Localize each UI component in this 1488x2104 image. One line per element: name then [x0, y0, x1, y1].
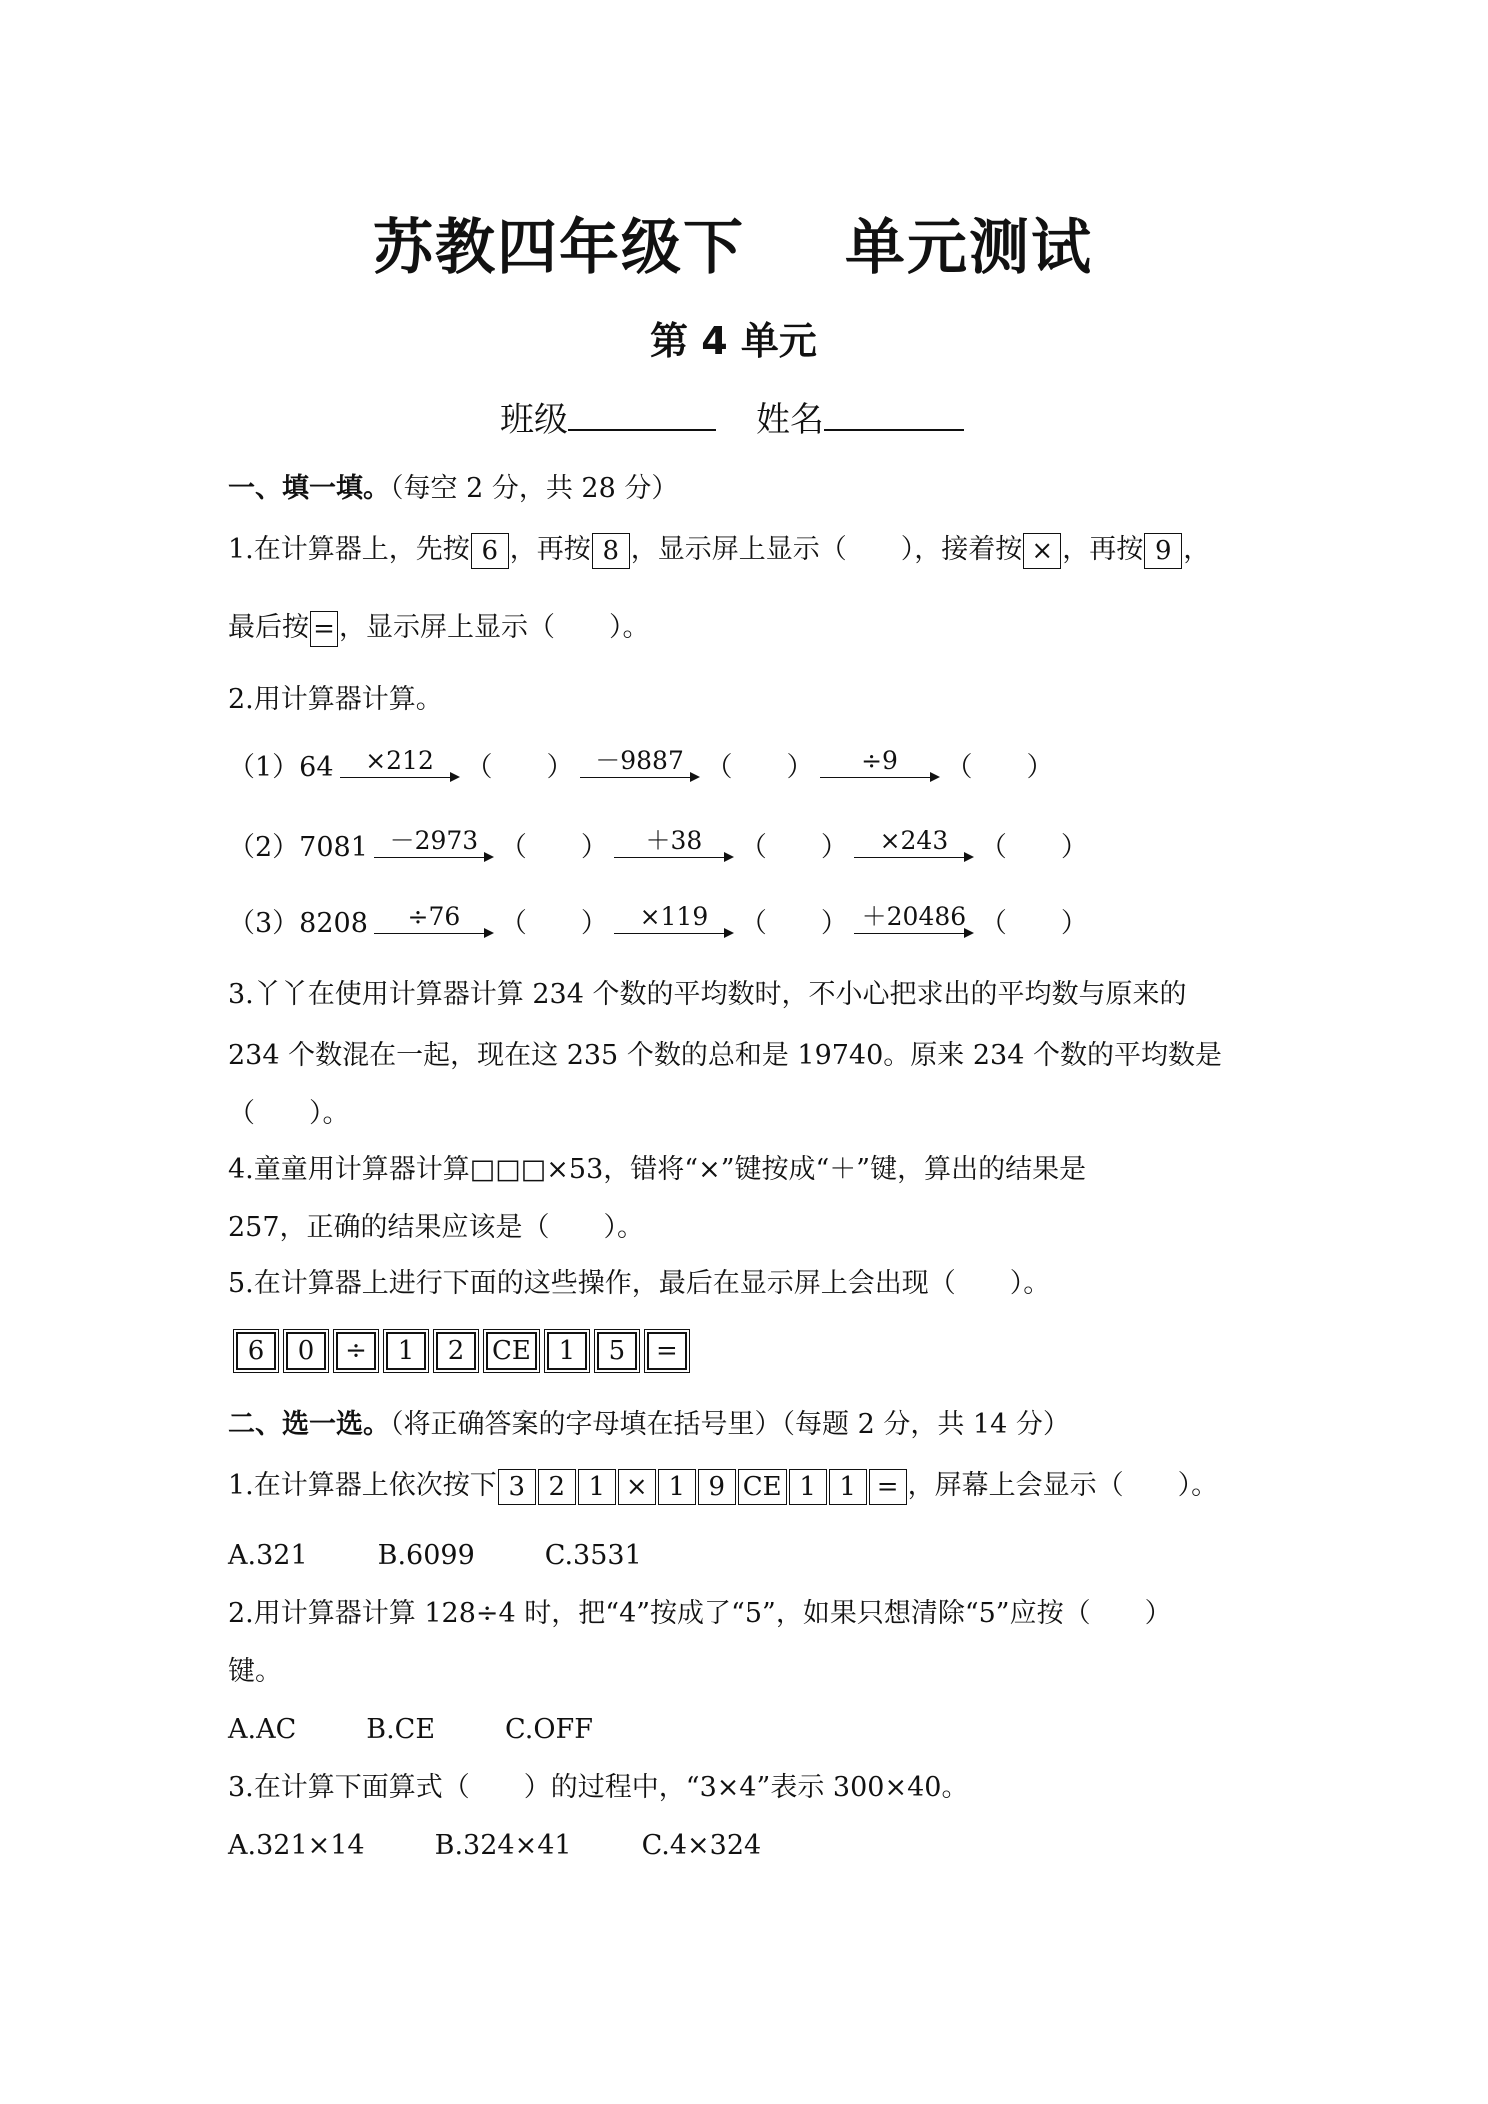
answer-blank[interactable]: （ ） [499, 908, 608, 939]
s1-q3-line1: 3.丫丫在使用计算器计算 234 个数的平均数时，不小心把求出的平均数与原来的 [228, 979, 1187, 1010]
choice-option[interactable]: B.6099 [377, 1540, 475, 1571]
calc-key: = [869, 1469, 907, 1505]
arrow-line [374, 857, 488, 858]
calc-key: 2 [538, 1469, 576, 1505]
s2-q2-options [228, 1710, 663, 1750]
s2-q2-line1: 2.用计算器计算 128÷4 时，把“4”按成了“5”，如果只想清除“5”应按（ ） [228, 1598, 1172, 1629]
arrow-head-icon [724, 852, 734, 862]
section2-heading [228, 1402, 1070, 1441]
choice-option[interactable]: B.324×41 [434, 1830, 572, 1861]
s1-q1-text-a: 1.在计算器上，先按 [228, 534, 470, 565]
choice-option[interactable]: C.3531 [544, 1540, 642, 1571]
s2-q1-suffix: ，屏幕上会显示（ ）。 [907, 1470, 1219, 1501]
calc-chain-row [228, 745, 1054, 789]
calc-key: 2 [436, 1332, 476, 1370]
choice-option[interactable]: C.4×324 [641, 1830, 762, 1861]
s2-q1-line [228, 1466, 1218, 1506]
page-title [373, 200, 1093, 286]
operation-arrow [340, 745, 460, 789]
section1-points: （每空 2 分，共 28 分） [390, 473, 679, 504]
operation-arrow [374, 901, 494, 945]
calc-key-equals: = [310, 611, 338, 647]
section1-title: 一、填一填。 [228, 473, 390, 504]
operation-label: －9887 [595, 745, 684, 775]
choice-option[interactable]: B.CE [366, 1714, 436, 1745]
s1-q1-text-b: ，再按 [509, 534, 591, 565]
choice-option[interactable]: A.321×14 [228, 1830, 365, 1861]
calc-key-9: 9 [1144, 533, 1182, 569]
calc-key: 1 [658, 1469, 696, 1505]
operation-arrow [374, 825, 494, 869]
calc-key-6: 6 [471, 533, 509, 569]
arrow-head-icon [484, 928, 494, 938]
chain-start: （1）64 [228, 752, 334, 783]
answer-blank[interactable]: （ ） [705, 752, 814, 783]
s1-q3-line2: 234 个数混在一起，现在这 235 个数的总和是 19740。原来 234 个数的平均数是 [228, 1040, 1222, 1071]
s1-q1-text-f: 最后按 [228, 612, 309, 643]
calc-key-8: 8 [592, 533, 630, 569]
s1-q1-line2 [228, 608, 650, 648]
section1-heading [228, 466, 678, 505]
operation-arrow [580, 745, 700, 789]
arrow-line [340, 777, 454, 778]
calc-key: × [618, 1469, 656, 1505]
choice-option[interactable]: A.AC [228, 1714, 297, 1745]
arrow-head-icon [450, 772, 460, 782]
s2-q1-prefix: 1.在计算器上依次按下 [228, 1470, 497, 1501]
calc-key: 1 [789, 1469, 827, 1505]
arrow-line [854, 933, 968, 934]
answer-blank[interactable]: （ ） [499, 832, 608, 863]
title-left: 苏教四年级下 [373, 213, 745, 283]
operation-arrow [854, 825, 974, 869]
operation-label: ×243 [879, 825, 949, 855]
operation-arrow [614, 825, 734, 869]
s1-q4-line2: 257，正确的结果应该是（ ）。 [228, 1212, 645, 1243]
unit-subtitle: 第 4 单元 [650, 319, 817, 363]
name-blank[interactable] [824, 395, 964, 431]
name-label: 姓名 [756, 400, 824, 440]
operation-arrow [854, 901, 974, 945]
answer-blank[interactable]: （ ） [465, 752, 574, 783]
s2-q3-text: 3.在计算下面算式（ ）的过程中，“3×4”表示 300×40。 [228, 1772, 969, 1803]
calc-chain-row [228, 901, 1088, 945]
s2-q1-keys [497, 1470, 908, 1501]
arrow-line [614, 857, 728, 858]
s1-q3-line3: （ ）。 [228, 1098, 350, 1129]
answer-blank[interactable]: （ ） [979, 908, 1088, 939]
s1-q1-text-d: ，再按 [1062, 534, 1144, 565]
arrow-head-icon [724, 928, 734, 938]
calc-key: ÷ [336, 1332, 376, 1370]
calc-key: 9 [698, 1469, 736, 1505]
arrow-line [820, 777, 934, 778]
answer-blank[interactable]: （ ） [739, 908, 848, 939]
arrow-line [854, 857, 968, 858]
operation-label: ÷9 [861, 745, 898, 775]
s1-q1-text-c: ，显示屏上显示（ ），接着按 [630, 534, 1023, 565]
operation-label: ×119 [639, 901, 709, 931]
operation-label: ÷76 [407, 901, 461, 931]
operation-label: －2973 [389, 825, 479, 855]
s1-q4-line1: 4.童童用计算器计算□□□×53，错将“×”键按成“＋”键，算出的结果是 [228, 1154, 1087, 1185]
s2-q3-options [228, 1826, 831, 1866]
choice-option[interactable]: A.321 [228, 1540, 308, 1571]
operation-arrow [614, 901, 734, 945]
s1-q2-intro: 2.用计算器计算。 [228, 684, 443, 715]
calc-key: 0 [286, 1332, 326, 1370]
calc-key: 1 [547, 1332, 587, 1370]
class-name-line [500, 392, 964, 441]
arrow-head-icon [964, 852, 974, 862]
calc-key: CE [486, 1332, 537, 1370]
answer-blank[interactable]: （ ） [979, 832, 1088, 863]
calc-key: 5 [597, 1332, 637, 1370]
choice-option[interactable]: C.OFF [505, 1714, 593, 1745]
class-label: 班级 [500, 400, 568, 440]
operation-label: ＋20486 [861, 901, 967, 931]
s1-q1-line1 [228, 530, 1210, 570]
arrow-line [374, 933, 488, 934]
calc-key-multiply: × [1023, 533, 1061, 569]
title-right: 单元测试 [845, 213, 1093, 283]
calc-key: CE [738, 1469, 787, 1505]
calc-key: 3 [498, 1469, 536, 1505]
chain-start: （3）8208 [228, 908, 368, 939]
arrow-head-icon [690, 772, 700, 782]
answer-blank[interactable]: （ ） [945, 752, 1054, 783]
s1-q1-text-g: ，显示屏上显示（ ）。 [339, 612, 650, 643]
calc-key: 1 [829, 1469, 867, 1505]
calc-key: 1 [386, 1332, 426, 1370]
s1-q1-text-e: ， [1183, 534, 1211, 565]
s1-q5-text: 5.在计算器上进行下面的这些操作，最后在显示屏上会出现（ ）。 [228, 1268, 1051, 1299]
calc-chain-row [228, 825, 1088, 869]
operation-label: ＋38 [645, 825, 703, 855]
s1-q5-keys [232, 1330, 693, 1370]
calc-key: 1 [578, 1469, 616, 1505]
answer-blank[interactable]: （ ） [739, 832, 848, 863]
arrow-line [580, 777, 694, 778]
arrow-head-icon [964, 928, 974, 938]
arrow-head-icon [484, 852, 494, 862]
calc-key: = [647, 1332, 687, 1370]
calc-key: 6 [236, 1332, 276, 1370]
operation-arrow [820, 745, 940, 789]
s2-q1-options [228, 1536, 712, 1576]
section2-title: 二、选一选。 [228, 1409, 390, 1440]
section2-points: （将正确答案的字母填在括号里）（每题 2 分，共 14 分） [390, 1409, 1070, 1440]
chain-start: （2）7081 [228, 832, 368, 863]
s2-q2-line2: 键。 [228, 1656, 282, 1687]
arrow-head-icon [930, 772, 940, 782]
arrow-line [614, 933, 728, 934]
operation-label: ×212 [365, 745, 434, 775]
class-blank[interactable] [568, 395, 716, 431]
